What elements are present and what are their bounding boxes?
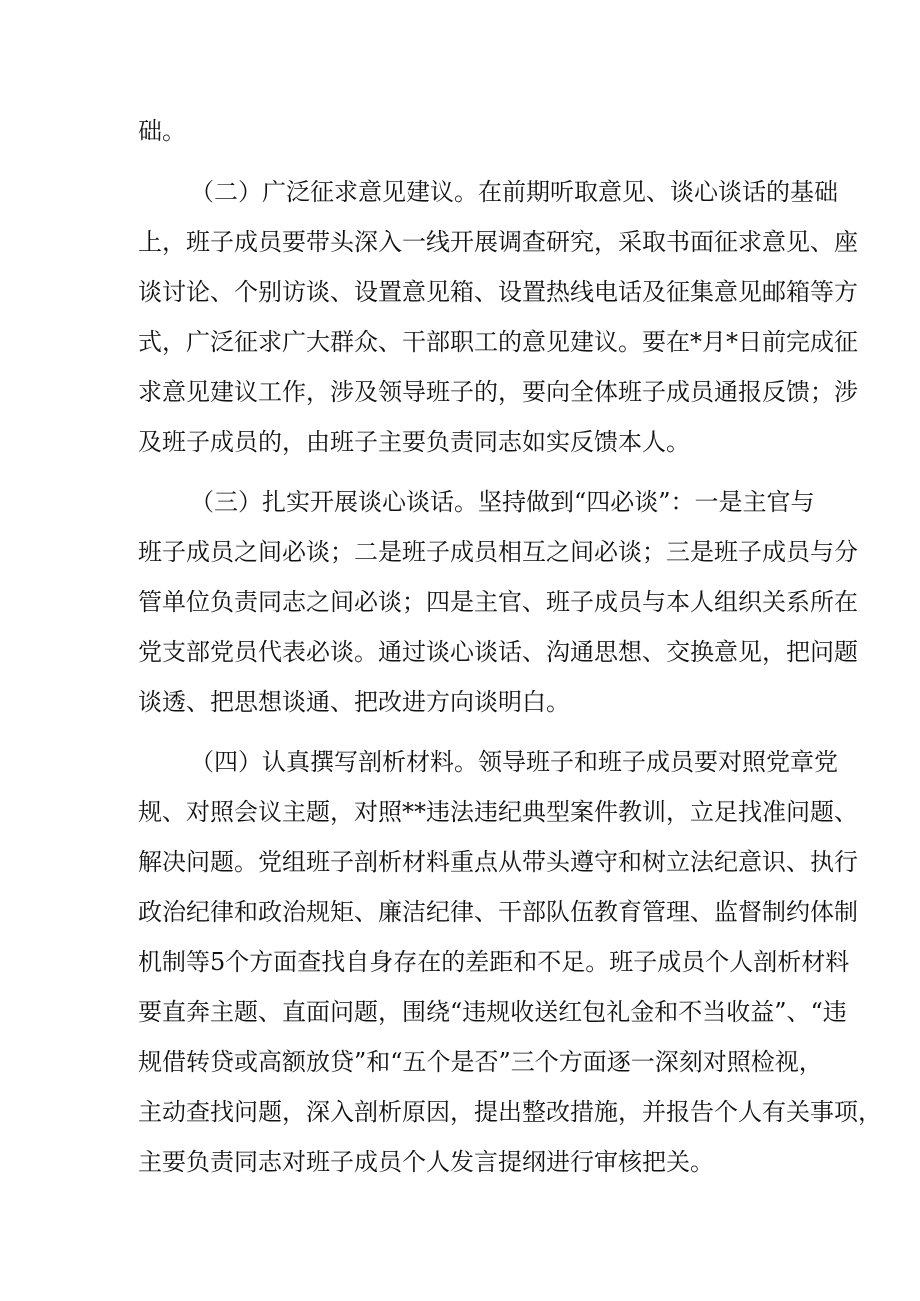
text-line: 规、对照会议主题，对照**违法违纪典型案件教训，立足找准问题、 (138, 798, 858, 826)
section-heading-line: （二）广泛征求意见建议。在前期听取意见、谈心谈话的基础 (190, 178, 838, 206)
text-line: 式，广泛征求广大群众、干部职工的意见建议。要在*月*日前完成征 (138, 328, 858, 356)
section-heading-line: （四）认真撰写剖析材料。领导班子和班子成员要对照党章党 (190, 748, 838, 776)
text-line: 主要负责同志对班子成员个人发言提纲进行审核把关。 (138, 1148, 714, 1176)
text-line: 规借转贷或高额放贷”和“五个是否”三个方面逐一深刻对照检视， (138, 1048, 823, 1076)
text-line: 上，班子成员要带头深入一线开展调查研究，采取书面征求意见、座 (138, 228, 858, 256)
text-line: 要直奔主题、直面问题，围绕“违规收送红包礼金和不当收益”、“违 (138, 998, 847, 1026)
text-line: 管单位负责同志之间必谈；四是主官、班子成员与本人组织关系所在 (138, 588, 858, 616)
text-line: 解决问题。党组班子剖析材料重点从带头遵守和树立法纪意识、执行 (138, 848, 858, 876)
text-line: 谈透、把思想谈通、把改进方向谈明白。 (138, 688, 570, 716)
text-line: 主动查找问题，深入剖析原因，提出整改措施，并报告个人有关事项， (138, 1098, 882, 1126)
text-line: 础。 (138, 117, 186, 145)
text-line: 党支部党员代表必谈。通过谈心谈话、沟通思想、交换意见，把问题 (138, 638, 858, 666)
text-line: 政治纪律和政治规矩、廉洁纪律、干部队伍教育管理、监督制约体制 (138, 898, 858, 926)
text-line: 班子成员之间必谈；二是班子成员相互之间必谈；三是班子成员与分 (138, 538, 858, 566)
section-heading-line: （三）扎实开展谈心谈话。坚持做到“四必谈”：一是主官与 (190, 488, 815, 516)
text-line: 及班子成员的，由班子主要负责同志如实反馈本人。 (138, 428, 690, 456)
text-line: 机制等5个方面查找自身存在的差距和不足。班子成员个人剖析材料 (138, 948, 850, 976)
text-line: 求意见建议工作，涉及领导班子的，要向全体班子成员通报反馈；涉 (138, 378, 858, 406)
text-line: 谈讨论、个别访谈、设置意见箱、设置热线电话及征集意见邮箱等方 (138, 278, 858, 306)
